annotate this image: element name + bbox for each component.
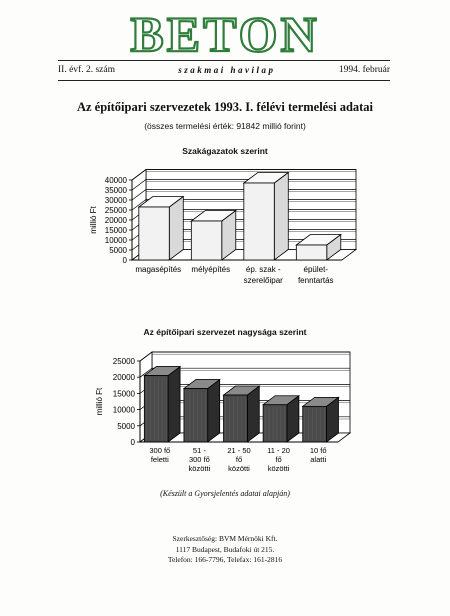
header-rule-top	[58, 60, 390, 61]
bar	[144, 376, 168, 442]
x-tick-label: közötti	[228, 464, 250, 473]
chart2-title: Az építőipari szervezet nagysága szerint	[143, 327, 307, 337]
bar-side	[247, 386, 259, 442]
bar	[303, 406, 327, 442]
bar-side	[169, 197, 183, 261]
article-title: Az építőipari szervezetek 1993. I. félévi termelési adatai	[76, 100, 374, 114]
y-tick-label: 25000	[104, 206, 127, 215]
article-subtitle: (összes termelési érték: 91842 millió forint)	[144, 121, 306, 131]
x-tick-label: 300 fő	[149, 446, 171, 455]
y-tick-label: 35000	[104, 186, 127, 195]
x-tick-label: fő	[275, 455, 282, 464]
x-tick-label: 10 fő	[309, 446, 327, 455]
y-tick-label: 0	[130, 438, 135, 447]
footer-line: Telefon: 166-7796, Telefax: 161-2816	[167, 555, 283, 564]
x-tick-label: 51 -	[192, 446, 206, 455]
issue-subtitle: szakmai havilap	[178, 65, 276, 75]
x-tick-label: 21 - 50	[227, 446, 251, 455]
footer-line: Szerkesztőség: BVM Mérnöki Kft.	[172, 534, 278, 543]
bar	[191, 221, 221, 260]
x-tick-label: épület-	[303, 265, 328, 274]
x-tick-label: közötti	[188, 464, 211, 473]
x-tick-label: alatti	[310, 455, 327, 464]
bar	[139, 207, 169, 260]
beton-logo	[0, 4, 450, 58]
y-tick-label: 10000	[104, 236, 127, 245]
x-tick-label: ép. szak -	[245, 265, 281, 274]
issue-volume: II. évf. 2. szám	[58, 65, 115, 75]
x-tick-label: 11 - 20	[267, 446, 290, 455]
bar	[184, 389, 208, 442]
y-tick-label: 0	[122, 256, 127, 265]
logo-text: BETON	[130, 6, 320, 58]
source-note: (Készült a Gyorsjelentés adatai alapján)	[160, 489, 290, 498]
y-tick-label: 15000	[112, 389, 135, 399]
y-axis-label: millió Ft	[89, 206, 98, 234]
bar-side	[208, 380, 220, 442]
x-tick-label: fenntartás	[297, 276, 334, 285]
y-tick-label: 5000	[117, 421, 135, 431]
bar	[224, 395, 248, 442]
chart-by-size	[0, 342, 450, 482]
bar	[244, 183, 274, 260]
y-tick-label: 15000	[104, 226, 127, 235]
footer-line: 1117 Budapest, Budafoki út 215.	[175, 544, 275, 554]
x-tick-label: mélyépítés	[191, 265, 231, 274]
bar-side	[274, 173, 288, 261]
x-tick-label: fő	[235, 455, 243, 464]
x-tick-label: 300 fő	[188, 455, 210, 464]
masthead	[0, 4, 450, 58]
chart-by-sector	[0, 160, 450, 320]
y-tick-label: 30000	[104, 196, 127, 205]
issue-date: 1994. február	[338, 65, 390, 75]
chart1-title: Szakágazatok szerint	[182, 146, 268, 156]
y-tick-label: 40000	[104, 176, 127, 185]
bar-side	[168, 367, 180, 442]
x-tick-label: magasépítés	[135, 265, 182, 274]
x-tick-label: közötti	[267, 464, 290, 473]
x-tick-label: szerelőipar	[243, 276, 283, 285]
y-tick-label: 20000	[104, 216, 127, 225]
header-rule-bottom	[58, 80, 390, 81]
y-tick-label: 10000	[112, 405, 135, 415]
x-tick-label: feletti	[150, 455, 169, 464]
y-tick-label: 25000	[112, 357, 135, 366]
y-tick-label: 5000	[109, 246, 127, 255]
footer	[0, 534, 450, 566]
y-tick-label: 20000	[112, 373, 135, 383]
issue-row	[58, 62, 390, 78]
bar	[263, 405, 287, 442]
bar	[296, 245, 326, 260]
y-axis-label: millió Ft	[95, 387, 104, 416]
